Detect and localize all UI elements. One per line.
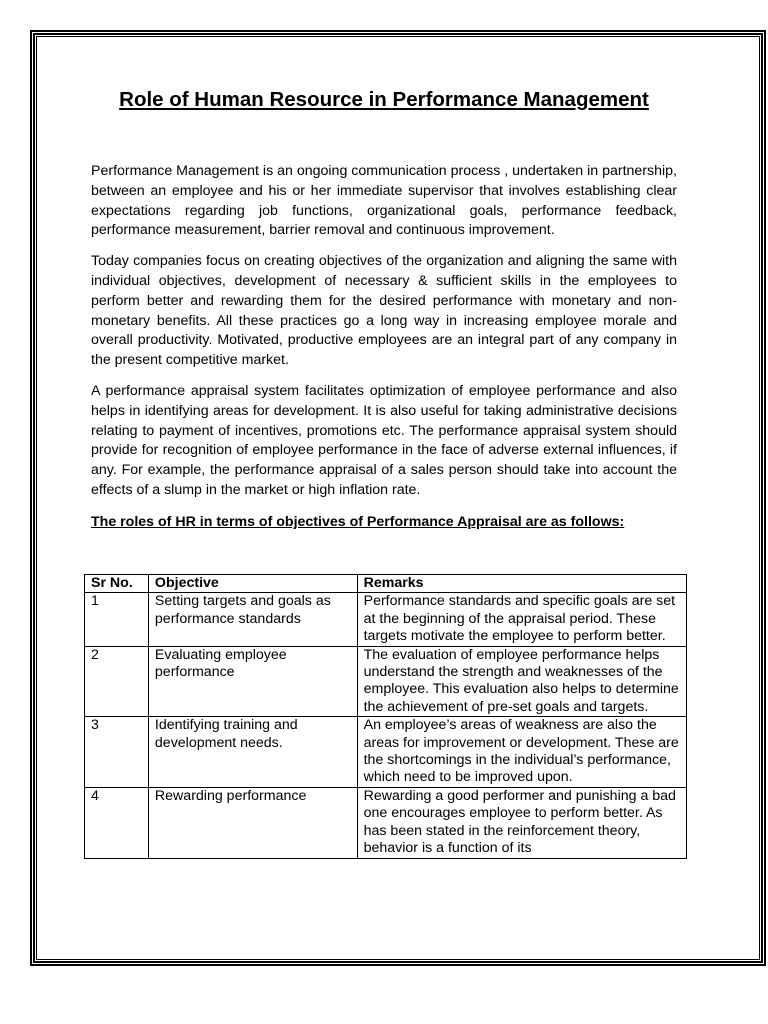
paragraph-intro: Performance Management is an ongoing communication process , undertaken in partnership, between an employee and his or her immediate supervisor that involves establishing clear expectations regarding job functions, organizational goals, performance feedback, performance measurement, barrier removal and continuous improvement. bbox=[91, 163, 677, 239]
table-row bbox=[85, 717, 687, 788]
cell-remarks: The evaluation of employee performance helps understand the strength and weaknesses of the employee. This evaluation also helps to determine the achievement of pre-set goals and targets. bbox=[357, 646, 686, 717]
paragraph-appraisal-system: A performance appraisal system facilitates optimization of employee performance and also helps in identifying areas for development. It is also useful for taking administrative decisions relating to payment of incentives, promotions etc. The performance appraisal system should provide for recognition of employee performance in the face of adverse external influences, if any. For example, the performance appraisal of a sales person should take into account the effects of a slump in the market or high inflation rate. bbox=[91, 382, 677, 498]
table-row bbox=[85, 593, 687, 646]
cell-objective: Rewarding performance bbox=[148, 787, 357, 858]
cell-sr-no: 1 bbox=[85, 593, 149, 646]
header-remarks: Remarks bbox=[357, 575, 686, 593]
table-row bbox=[85, 787, 687, 858]
header-sr-no: Sr No. bbox=[85, 575, 149, 593]
cell-sr-no: 4 bbox=[85, 787, 149, 858]
objectives-table bbox=[84, 574, 687, 859]
table-header-row bbox=[85, 575, 687, 593]
cell-remarks: An employee’s areas of weakness are also the areas for improvement or development. These are the shortcomings in the individual’s performance, which need to be improved upon. bbox=[357, 717, 686, 788]
section-heading: The roles of HR in terms of objectives of Performance Appraisal are as follows: bbox=[91, 513, 625, 530]
cell-sr-no: 3 bbox=[85, 717, 149, 788]
cell-objective: Identifying training and development needs. bbox=[148, 717, 357, 788]
cell-objective: Evaluating employee performance bbox=[148, 646, 357, 717]
paragraph-objectives: Today companies focus on creating objectives of the organization and aligning the same with individual objectives, development of necessary & sufficient skills in the employees to perform better and rewarding them for the desired performance with monetary and non-monetary benefits. All these practices go a long way in increasing employee morale and overall productivity. Motivated, productive employees are an integral part of any company in the present competitive market. bbox=[91, 253, 677, 369]
document-title: Role of Human Resource in Performance Management bbox=[119, 88, 649, 111]
header-objective: Objective bbox=[148, 575, 357, 593]
cell-sr-no: 2 bbox=[85, 646, 149, 717]
document-body bbox=[91, 88, 677, 544]
cell-remarks: Performance standards and specific goals are set at the beginning of the appraisal period. These targets motivate the employee to perform better. bbox=[357, 593, 686, 646]
table-row bbox=[85, 646, 687, 717]
cell-remarks: Rewarding a good performer and punishing a bad one encourages employee to perform better. As has been stated in the reinforcement theory, behavior is a function of its bbox=[357, 787, 686, 858]
cell-objective: Setting targets and goals as performance standards bbox=[148, 593, 357, 646]
